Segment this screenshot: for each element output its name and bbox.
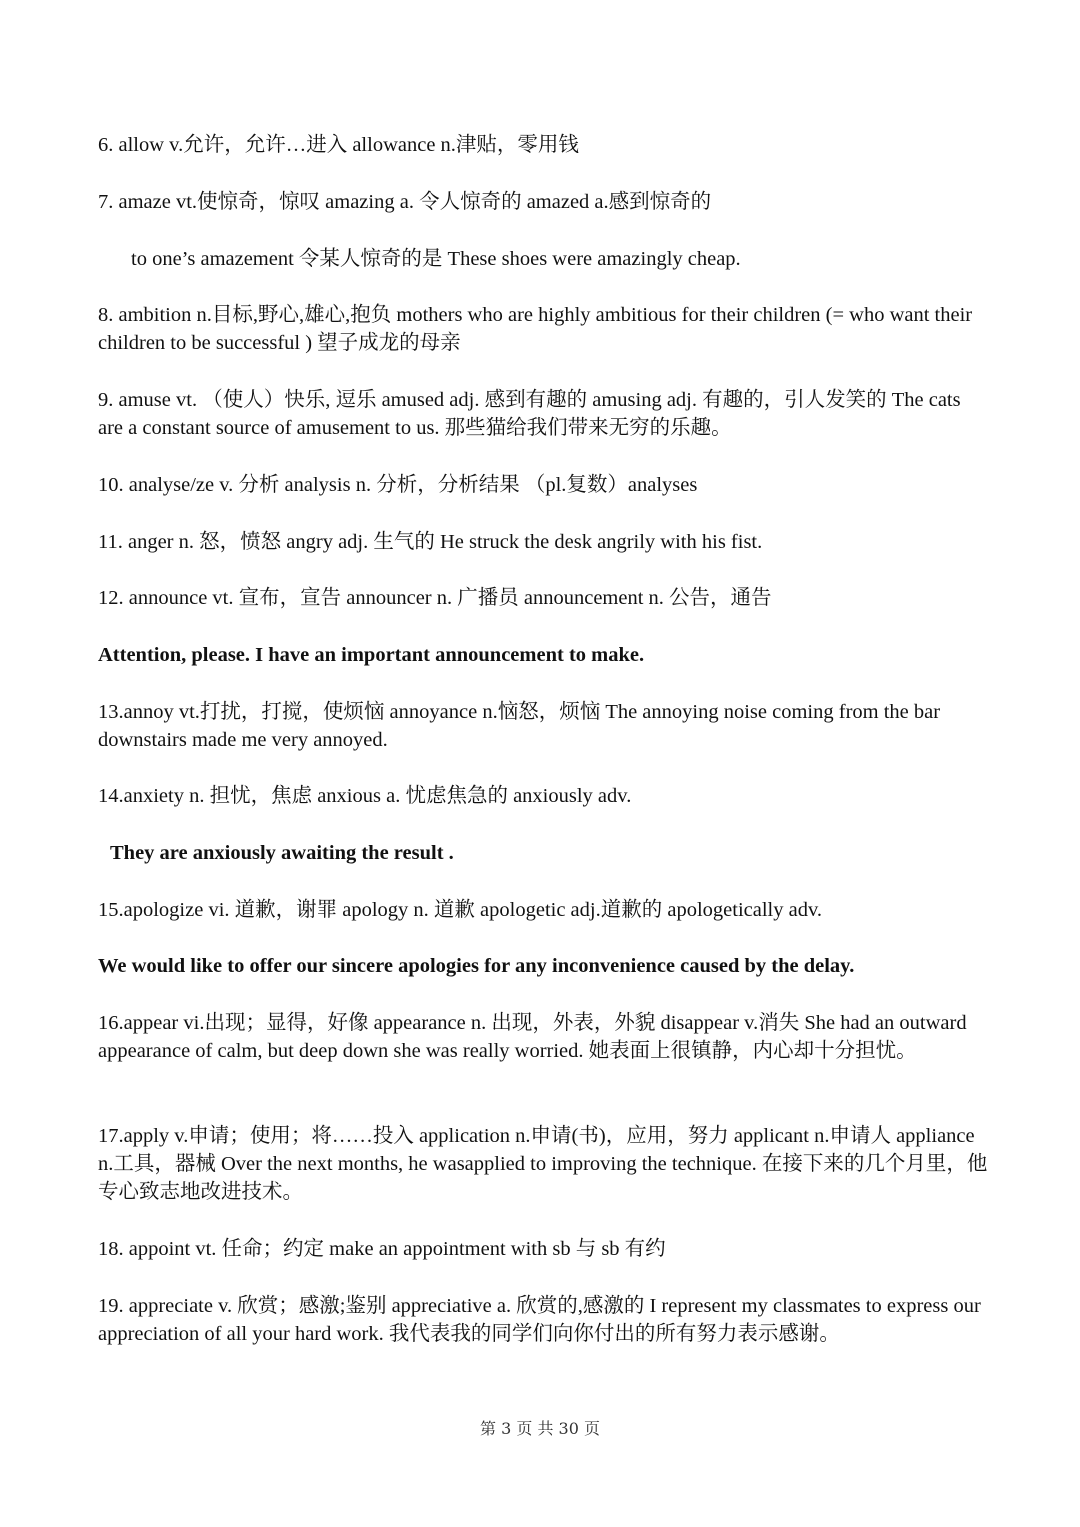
entry-appreciate: 19. appreciate v. 欣赏；感激;鉴别 appreciative a. 欣赏的,感激的 I represent my classmates to express our appreciation of all your hard work. 我代表我的同学们向你付出的所有努力表示感谢。 — [98, 1295, 981, 1345]
entry-ambition: 8. ambition n.目标,野心,雄心,抱负 mothers who are highly ambitious for their children (= who want their children to be successful ) 望子成龙的母亲 — [98, 304, 973, 354]
page-number: 第 3 页 共 30 页 — [480, 1419, 600, 1438]
entry-anger: 11. anger n. 怒，愤怒 angry adj. 生气的 He struck the desk angrily with his fist. — [98, 531, 763, 553]
entry-announce: 12. announce vt. 宣布，宣告 announcer n. 广播员 announcement n. 公告，通告 — [98, 587, 772, 609]
entry-amaze-example: to one’s amazement 令某人惊奇的是 These shoes were amazingly cheap. — [131, 248, 741, 270]
entry-apologize-example: We would like to offer our sincere apologies for any inconvenience caused by the delay. — [98, 955, 855, 977]
entry-amuse: 9. amuse vt. （使人）快乐, 逗乐 amused adj. 感到有趣的 amusing adj. 有趣的，引人发笑的 The cats are a constant source of amusement to us. 那些猫给我们带来无穷的乐趣。 — [98, 389, 961, 439]
entry-announce-example: Attention, please. I have an important announcement to make. — [98, 644, 645, 666]
entry-appear: 16.appear vi.出现；显得，好像 appearance n. 出现，外表，外貌 disappear v.消失 She had an outward appearance of calm, but deep down she was really worried. 她表面上很镇静，内心却十分担忧。 — [98, 1012, 967, 1062]
entry-apologize: 15.apologize vi. 道歉，谢罪 apology n. 道歉 apologetic adj.道歉的 apologetically adv. — [98, 899, 822, 921]
entry-apply: 17.apply v.申请；使用；将……投入 application n.申请(书)，应用，努力 applicant n.申请人 appliance n.工具，器械 Over the next months, he wasapplied to improving the technique. 在接下来的几个月里，他专心致志地改进技术。 — [98, 1125, 988, 1203]
entry-analyse: 10. analyse/ze v. 分析 analysis n. 分析，分析结果 （pl.复数）analyses — [98, 474, 698, 496]
entry-anxiety-example: They are anxiously awaiting the result . — [110, 842, 454, 864]
entry-allow: 6. allow v.允许，允许…进入 allowance n.津贴，零用钱 — [98, 134, 579, 156]
entry-anxiety: 14.anxiety n. 担忧，焦虑 anxious a. 忧虑焦急的 anxiously adv. — [98, 785, 632, 807]
entry-annoy: 13.annoy vt.打扰，打搅，使烦恼 annoyance n.恼怒，烦恼 The annoying noise coming from the bar downstairs made me very annoyed. — [98, 701, 941, 751]
entry-amaze: 7. amaze vt.使惊奇，惊叹 amazing a. 令人惊奇的 amazed a.感到惊奇的 — [98, 191, 712, 213]
entry-appoint: 18. appoint vt. 任命；约定 make an appointment with sb 与 sb 有约 — [98, 1238, 666, 1260]
